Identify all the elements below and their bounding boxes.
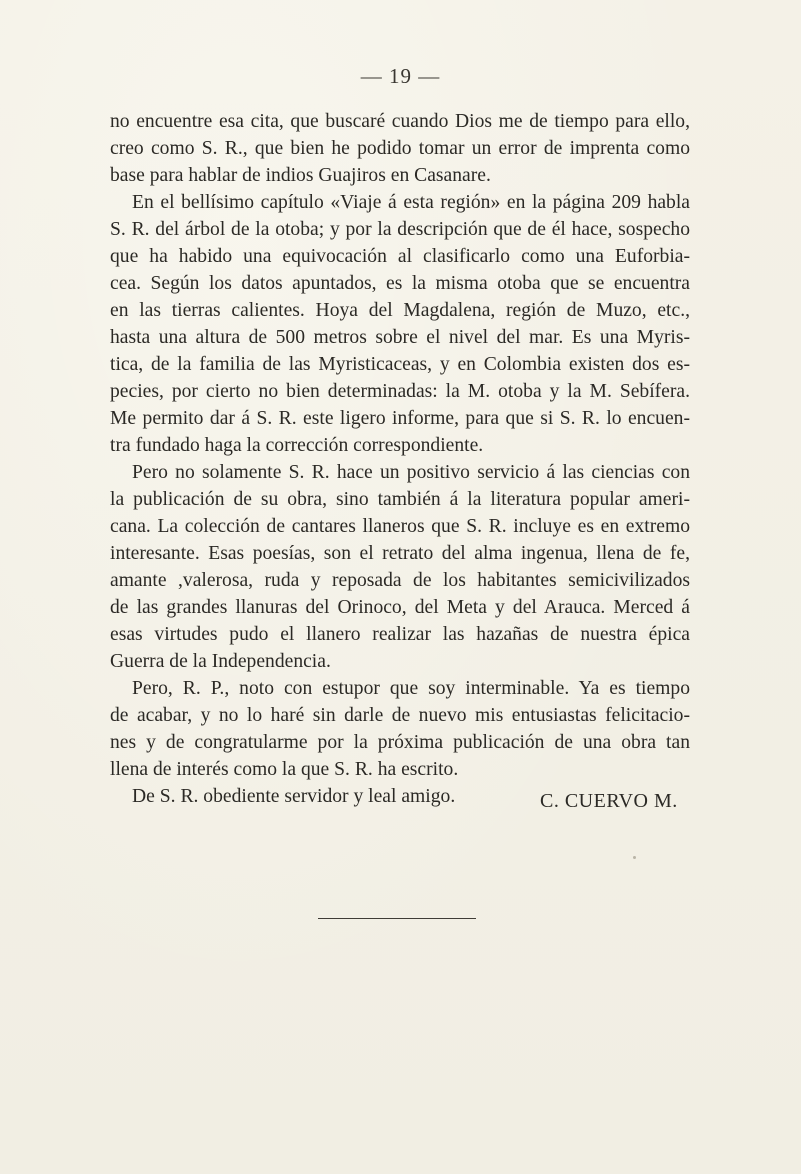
text-line: la publicación de su obra, sino también á la literatura popular ameri- [110, 489, 690, 510]
text-line: interesante. Esas poesías, son el retrato del alma ingenua, llena de fe, [110, 543, 690, 564]
text-line: S. R. del árbol de la otoba; y por la descripción que de él hace, sospecho [110, 219, 690, 240]
text-line: cana. La colección de cantares llaneros que S. R. incluye es en extremo [110, 516, 690, 537]
text-line: que ha habido una equivocación al clasificarlo como una Euforbia- [110, 246, 690, 267]
text-line: nes y de congratularme por la próxima publicación de una obra tan [110, 732, 690, 753]
text-line: no encuentre esa cita, que buscaré cuando Dios me de tiempo para ello, [110, 111, 690, 132]
page-number: — 19 — [360, 64, 441, 88]
text-line: amante ,valerosa, ruda y reposada de los habitantes semicivilizados [110, 570, 690, 591]
paper-speck [633, 856, 636, 859]
text-line: esas virtudes pudo el llanero realizar las hazañas de nuestra épica [110, 624, 690, 645]
text-line: de las grandes llanuras del Orinoco, del Meta y del Arauca. Merced á [110, 597, 690, 618]
signature: C. CUERVO M. [540, 790, 678, 812]
text-line: llena de interés como la que S. R. ha escrito. [110, 759, 459, 780]
text-line: Guerra de la Independencia. [110, 651, 331, 672]
text-line: cea. Según los datos apuntados, es la misma otoba que se encuentra [110, 273, 690, 294]
closing-rule [318, 918, 476, 919]
text-line: Me permito dar á S. R. este ligero informe, para que si S. R. lo encuen- [110, 408, 690, 429]
text-line: de acabar, y no lo haré sin darle de nuevo mis entusiastas felicitacio- [110, 705, 690, 726]
text-line: base para hablar de indios Guajiros en Casanare. [110, 165, 491, 186]
text-line: creo como S. R., que bien he podido tomar un error de imprenta como [110, 138, 690, 159]
text-line: Pero, R. P., noto con estupor que soy interminable. Ya es tiempo [132, 678, 690, 699]
text-line: De S. R. obediente servidor y leal amigo. [132, 786, 456, 807]
letter-body [110, 108, 690, 810]
text-line: tica, de la familia de las Myristicaceas, y en Colombia existen dos es- [110, 354, 690, 375]
text-line: tra fundado haga la corrección correspondiente. [110, 435, 484, 456]
text-line: hasta una altura de 500 metros sobre el nivel del mar. Es una Myris- [110, 327, 690, 348]
text-line: pecies, por cierto no bien determinadas: la M. otoba y la M. Sebífera. [110, 381, 690, 402]
text-line: en las tierras calientes. Hoya del Magdalena, región de Muzo, etc., [110, 300, 690, 321]
text-line: En el bellísimo capítulo «Viaje á esta región» en la página 209 habla [132, 192, 690, 213]
text-line: Pero no solamente S. R. hace un positivo servicio á las ciencias con [132, 462, 690, 483]
